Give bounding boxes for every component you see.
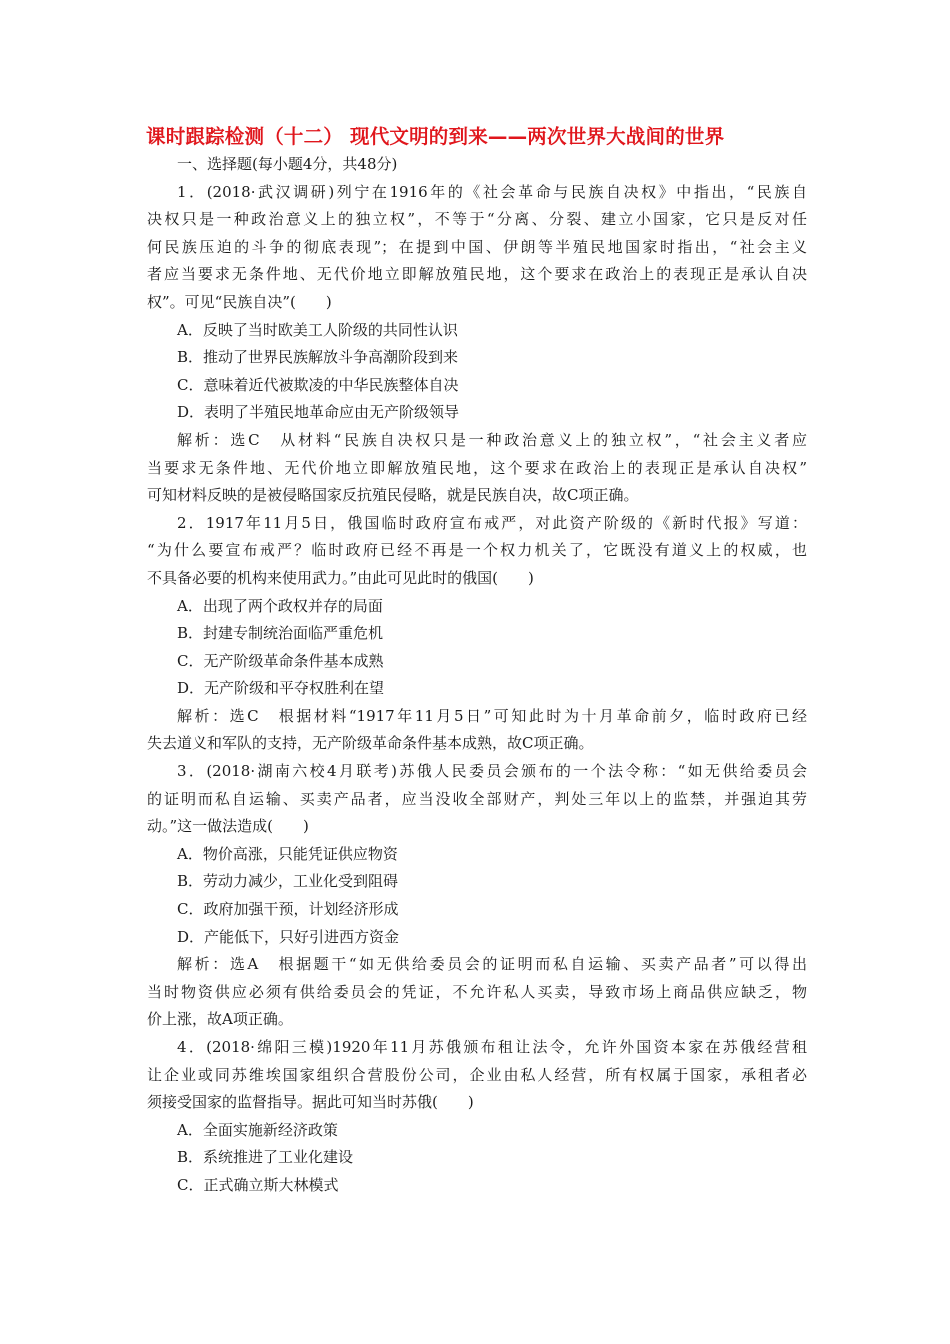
text-line: 1．(2018·武汉调研)列宁在1916年的《社会革命与民族自决权》中指出，“民族自 <box>177 182 807 201</box>
text-line: 者应当要求无条件地、无代价地立即解放殖民地，这个要求在政治上的表现正是承认自决 <box>147 265 807 284</box>
text-line: A．全面实施新经济政策 <box>177 1120 338 1139</box>
text-line: 权”。可见“民族自决”( ) <box>147 292 332 311</box>
text-line: D．产能低下，只好引进西方资金 <box>177 927 400 946</box>
text-line: 价上涨，故A项正确。 <box>147 1010 293 1029</box>
text-line: C．政府加强干预，计划经济形成 <box>177 900 399 919</box>
text-line: 何民族压迫的斗争的彻底表现”；在提到中国、伊朗等半殖民地国家时指出，“社会主义 <box>147 237 807 256</box>
text-line: 动。”这一做法造成( ) <box>147 817 309 836</box>
text-line: A．反映了当时欧美工人阶级的共同性认识 <box>177 320 458 339</box>
text-line: 不具备必要的机构来使用武力。”由此可见此时的俄国( ) <box>147 568 534 587</box>
text-line: B．系统推进了工业化建设 <box>177 1148 354 1167</box>
text-line: “为什么要宣布戒严？临时政府已经不再是一个权力机关了，它既没有道义上的权威，也 <box>147 541 807 560</box>
text-line: C．意味着近代被欺凌的中华民族整体自决 <box>177 375 459 394</box>
text-line: 3．(2018·湖南六校4月联考)苏俄人民委员会颁布的一个法令称：“如无供给委员会 <box>177 762 807 781</box>
text-line: C．正式确立斯大林模式 <box>177 1175 339 1194</box>
text-line: 2．1917年11月5日，俄国临时政府宣布戒严，对此资产阶级的《新时代报》写道： <box>177 513 807 532</box>
document-body <box>147 151 807 1200</box>
text-line: 的证明而私自运输、买卖产品者，应当没收全部财产，判处三年以上的监禁，并强迫其劳 <box>147 789 807 808</box>
text-line: 须接受国家的监督指导。据此可知当时苏俄( ) <box>147 1093 474 1112</box>
text-line: A．物价高涨，只能凭证供应物资 <box>177 844 398 863</box>
text-line: 可知材料反映的是被侵略国家反抗殖民侵略，就是民族自决，故C项正确。 <box>147 486 639 505</box>
text-line: 解析：选C 从材料“民族自决权只是一种政治意义上的独立权”，“社会主义者应 <box>177 430 807 449</box>
text-line: 当要求无条件地、无代价地立即解放殖民地，这个要求在政治上的表现正是承认自决权” <box>147 458 807 477</box>
text-line: A．出现了两个政权并存的局面 <box>177 596 383 615</box>
text-line: B．推动了世界民族解放斗争高潮阶段到来 <box>177 348 459 367</box>
text-line: 解析：选A 根据题干“如无供给委员会的证明而私自运输、买卖产品者”可以得出 <box>177 955 807 974</box>
text-line: 解析：选C 根据材料“1917年11月5日”可知此时为十月革命前夕，临时政府已经 <box>177 706 807 725</box>
text-line: 失去道义和军队的支持，无产阶级革命条件基本成熟，故C项正确。 <box>147 734 594 753</box>
text-line: D．无产阶级和平夺权胜利在望 <box>177 679 385 698</box>
text-line: D．表明了半殖民地革命应由无产阶级领导 <box>177 403 460 422</box>
document-title: 课时跟踪检测（十二） 现代文明的到来——两次世界大战间的世界 <box>146 125 725 148</box>
text-line: C．无产阶级革命条件基本成熟 <box>177 651 384 670</box>
text-line: B．封建专制统治面临严重危机 <box>177 624 384 643</box>
section-heading: 一、选择题(每小题4分，共48分) <box>177 155 398 173</box>
text-line: 决权只是一种政治意义上的独立权”，不等于“分离、分裂、建立小国家，它只是反对任 <box>147 210 807 229</box>
text-line: 让企业或同苏维埃国家组织合营股份公司，企业由私人经营，所有权属于国家，承租者必 <box>147 1065 807 1084</box>
text-line: 当时物资供应必须有供给委员会的凭证，不允许私人买卖，导致市场上商品供应缺乏，物 <box>147 982 807 1001</box>
text-line: 4．(2018·绵阳三模)1920年11月苏俄颁布租让法令，允许外国资本家在苏俄经营租 <box>177 1038 807 1056</box>
text-line: B．劳动力减少，工业化受到阻碍 <box>177 872 399 891</box>
